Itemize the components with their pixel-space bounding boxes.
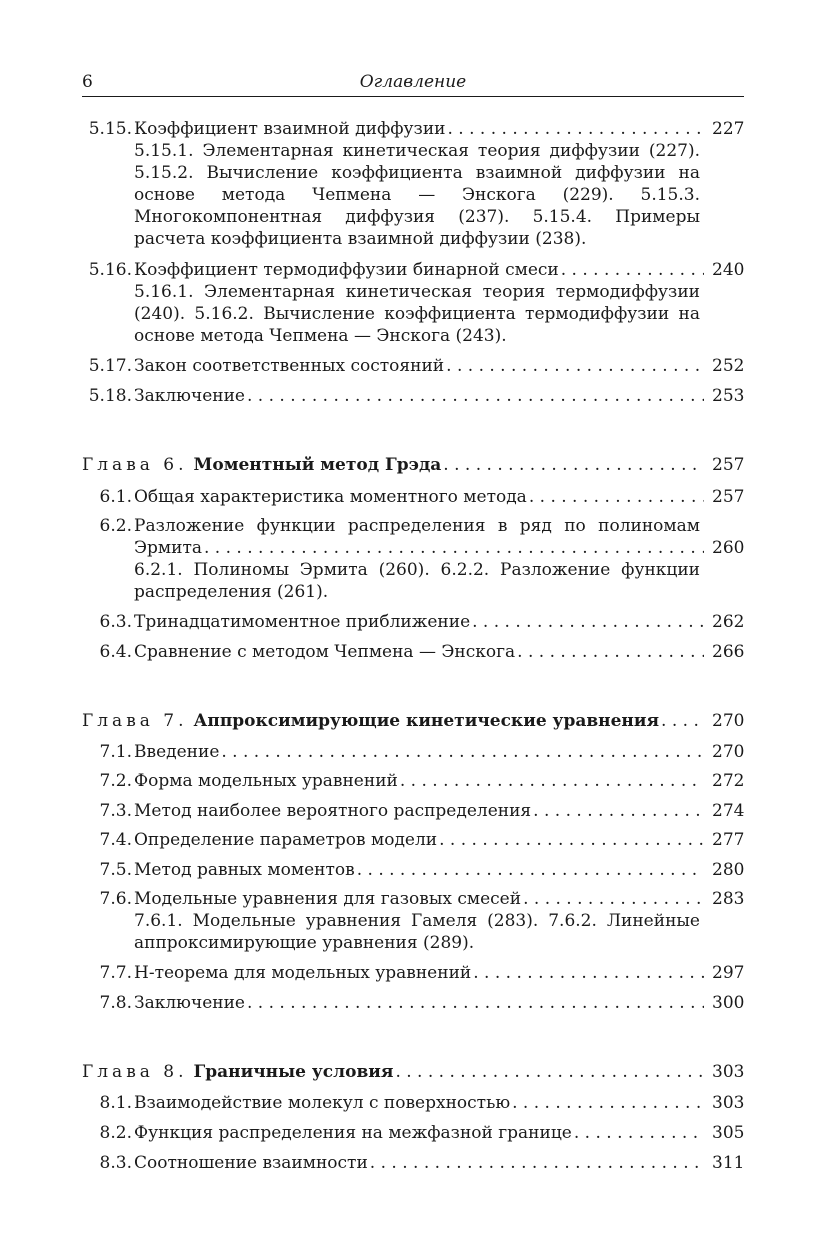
entry-number: 7.6. <box>99 889 132 909</box>
entry-number: 7.3. <box>99 801 132 821</box>
entry-title: Функция распределения на межфазной границе <box>134 1123 572 1143</box>
entry-page: 283 <box>712 889 745 909</box>
dot-leader <box>221 741 704 763</box>
dot-leader <box>529 486 704 508</box>
chapter-label: Глава 7. <box>82 711 188 731</box>
entry-page: 262 <box>712 612 745 632</box>
entry-page: 274 <box>712 801 745 821</box>
toc-entry-6-3[interactable] <box>82 611 744 633</box>
entry-number: 5.17. <box>88 356 132 376</box>
toc-entry-7-7[interactable] <box>82 962 744 984</box>
dot-leader <box>395 1061 704 1083</box>
entry-title: Взаимодействие молекул с поверхностью <box>134 1093 511 1113</box>
dot-leader <box>204 537 704 559</box>
toc-entry-7-2[interactable] <box>82 770 744 792</box>
entry-page: 270 <box>712 742 745 762</box>
chapter-title: Аппроксимирующие кинетические уравнения <box>193 711 660 731</box>
dot-leader <box>661 710 704 732</box>
entry-page: 240 <box>712 260 745 280</box>
entry-page: 277 <box>712 830 745 850</box>
dot-leader <box>523 888 704 910</box>
entry-title: Заключение <box>134 386 245 406</box>
toc-entry-6-4[interactable] <box>82 641 744 663</box>
entry-subsections: 6.2.1. Полиномы Эрмита (260). 6.2.2. Разложение функции распределения (261). <box>134 560 700 602</box>
entry-page: 253 <box>712 386 745 406</box>
entry-number: 7.8. <box>99 993 132 1013</box>
entry-title: Коэффициент термодиффузии бинарной смеси <box>134 260 559 280</box>
entry-page: 227 <box>712 119 745 139</box>
entry-title: Общая характеристика моментного метода <box>134 487 527 507</box>
entry-title: H-теорема для модельных уравнений <box>134 963 472 983</box>
toc-entry-8-2[interactable] <box>82 1122 744 1144</box>
dot-leader <box>448 118 705 140</box>
toc-entry-7-5[interactable] <box>82 859 744 881</box>
dot-leader <box>574 1122 704 1144</box>
toc-chapter-7[interactable] <box>82 710 744 732</box>
chapter-label: Глава 6. <box>82 455 188 475</box>
toc-entry-5-18[interactable] <box>82 385 744 407</box>
entry-title: Закон соответственных состояний <box>134 356 445 376</box>
toc-chapter-8[interactable] <box>82 1061 744 1083</box>
entry-title: Тринадцатимоментное приближение <box>134 612 471 632</box>
entry-number: 6.4. <box>99 642 132 662</box>
dot-leader <box>443 454 704 476</box>
entry-title: Коэффициент взаимной диффузии <box>134 119 446 139</box>
entry-number: 5.18. <box>88 386 132 406</box>
entry-page: 303 <box>712 1093 745 1113</box>
chapter-page: 257 <box>712 455 745 475</box>
dot-leader <box>370 1152 704 1174</box>
entry-number: 6.2. <box>99 516 132 536</box>
entry-title: Введение <box>134 742 220 762</box>
toc-page <box>82 0 744 1240</box>
chapter-title: Граничные условия <box>193 1062 394 1082</box>
toc-entry-6-1[interactable] <box>82 486 744 508</box>
dot-leader <box>533 800 704 822</box>
entry-page: 300 <box>712 993 745 1013</box>
dot-leader <box>517 641 704 663</box>
toc-chapter-6[interactable] <box>82 454 744 476</box>
entry-subsections: 7.6.1. Модельные уравнения Гамеля (283). 7.6.2. Линейные аппроксимирующие уравнения (289). <box>134 911 700 953</box>
page-number: 6 <box>82 72 93 92</box>
toc-entry-5-15[interactable] <box>82 118 744 250</box>
entry-page: 266 <box>712 642 745 662</box>
entry-title: Метод наиболее вероятного распределения <box>134 801 532 821</box>
entry-number: 8.3. <box>99 1153 132 1173</box>
entry-number: 8.1. <box>99 1093 132 1113</box>
entry-page: 252 <box>712 356 745 376</box>
entry-page: 272 <box>712 771 745 791</box>
dot-leader <box>400 770 704 792</box>
entry-title: Модельные уравнения для газовых смесей <box>134 889 522 909</box>
dot-leader <box>439 829 704 851</box>
entry-number: 8.2. <box>99 1123 132 1143</box>
chapter-title: Моментный метод Грэда <box>193 455 442 475</box>
entry-title: Соотношение взаимности <box>134 1153 368 1173</box>
chapter-label: Глава 8. <box>82 1062 188 1082</box>
dot-leader <box>446 355 704 377</box>
header-title: Оглавление <box>359 72 467 92</box>
toc-entry-6-2[interactable] <box>82 515 744 603</box>
entry-number: 6.3. <box>99 612 132 632</box>
toc-entry-8-3[interactable] <box>82 1152 744 1174</box>
chapter-page: 303 <box>712 1062 745 1082</box>
dot-leader <box>247 992 704 1014</box>
entry-page: 260 <box>712 538 745 558</box>
toc-entry-8-1[interactable] <box>82 1092 744 1114</box>
entry-page: 280 <box>712 860 745 880</box>
entry-title-line2: Эрмита <box>134 538 202 558</box>
dot-leader <box>357 859 704 881</box>
running-header <box>82 70 744 97</box>
dot-leader <box>472 611 704 633</box>
entry-number: 5.16. <box>88 260 132 280</box>
entry-title: Заключение <box>134 993 245 1013</box>
entry-subsections: 5.16.1. Элементарная кинетическая теория термодиффузии (240). 5.16.2. Вычисление коэффициента термодиффузии на основе метода Чепмена — Энскога (243). <box>134 282 700 346</box>
entry-number: 6.1. <box>99 487 132 507</box>
toc-entry-5-16[interactable] <box>82 259 744 347</box>
entry-title-line1: Разложение функции распределения в ряд по полиномам <box>134 516 700 536</box>
entry-number: 7.7. <box>99 963 132 983</box>
entry-title: Метод равных моментов <box>134 860 355 880</box>
dot-leader <box>247 385 704 407</box>
entry-number: 7.2. <box>99 771 132 791</box>
chapter-page: 270 <box>712 711 745 731</box>
toc-entry-7-3[interactable] <box>82 800 744 822</box>
entry-number: 7.4. <box>99 830 132 850</box>
entry-number: 7.1. <box>99 742 132 762</box>
toc-entry-7-1[interactable] <box>82 741 744 763</box>
entry-page: 305 <box>712 1123 745 1143</box>
entry-number: 5.15. <box>88 119 132 139</box>
dot-leader <box>473 962 704 984</box>
entry-page: 311 <box>712 1153 745 1173</box>
toc-entry-5-17[interactable] <box>82 355 744 377</box>
entry-title: Сравнение с методом Чепмена — Энскога <box>134 642 516 662</box>
toc-entry-7-4[interactable] <box>82 829 744 851</box>
entry-title: Определение параметров модели <box>134 830 438 850</box>
toc-entry-7-8[interactable] <box>82 992 744 1014</box>
entry-page: 297 <box>712 963 745 983</box>
dot-leader <box>561 259 704 281</box>
dot-leader <box>512 1092 704 1114</box>
entry-number: 7.5. <box>99 860 132 880</box>
entry-page: 257 <box>712 487 745 507</box>
entry-subsections: 5.15.1. Элементарная кинетическая теория диффузии (227). 5.15.2. Вычисление коэффициента взаимной диффузии на основе метода Чепмена — Энскога (229). 5.15.3. Многокомпонентная диффузия (237). 5.15.4. Примеры расчета коэффициента взаимной диффузии (238). <box>134 141 700 249</box>
toc-entry-7-6[interactable] <box>82 888 744 954</box>
entry-title: Форма модельных уравнений <box>134 771 398 791</box>
